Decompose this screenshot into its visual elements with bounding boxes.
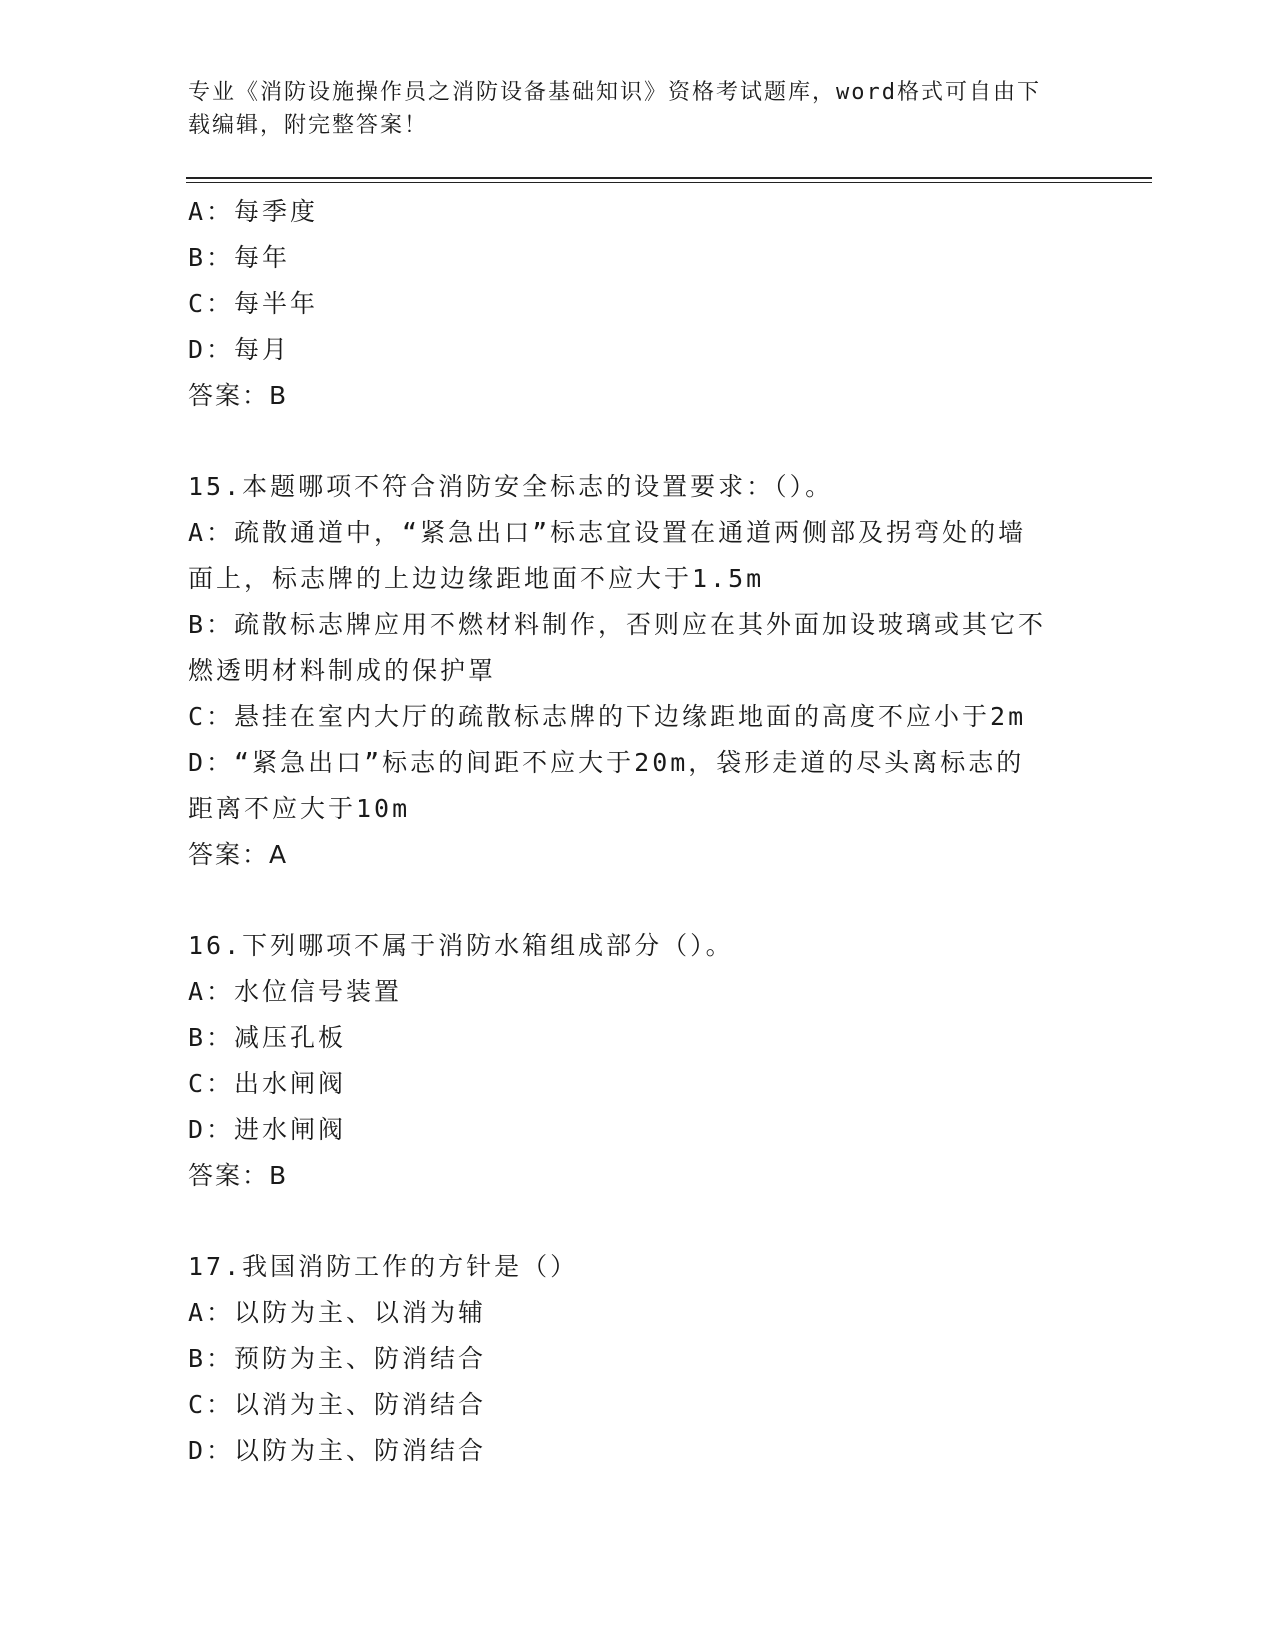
spacer — [188, 1199, 1088, 1244]
question-content — [188, 189, 1088, 1474]
header-rule-thick — [186, 177, 1152, 179]
option-d: D：“紧急出口”标志的间距不应大于20m，袋形走道的尽头离标志的 — [188, 748, 1025, 777]
option-b: B：减压孔板 — [188, 1023, 347, 1052]
question-stem: 16.下列哪项不属于消防水箱组成部分（）。 — [188, 931, 734, 960]
spacer — [188, 419, 1088, 464]
answer-line: 答案：B — [188, 1161, 289, 1190]
option-d: D：以防为主、防消结合 — [188, 1436, 487, 1465]
question-stem: 17.我国消防工作的方针是（） — [188, 1252, 579, 1281]
option-a: A：以防为主、以消为辅 — [188, 1298, 487, 1327]
option-a: A：每季度 — [188, 197, 319, 226]
option-c: C：出水闸阀 — [188, 1069, 347, 1098]
option-a: A：疏散通道中，“紧急出口”标志宜设置在通道两侧部及拐弯处的墙 — [188, 518, 1027, 547]
header-line-1: 专业《消防设施操作员之消防设备基础知识》资格考试题库，word格式可自由下 — [188, 80, 1041, 105]
option-b-continued: 燃透明材料制成的保护罩 — [188, 656, 497, 685]
header-rule-thin — [186, 182, 1152, 183]
option-d-continued: 距离不应大于10m — [188, 794, 411, 823]
spacer — [188, 878, 1088, 923]
option-b: B：每年 — [188, 243, 291, 272]
option-a: A：水位信号装置 — [188, 977, 403, 1006]
answer-line: 答案：B — [188, 381, 289, 410]
page-header — [188, 76, 1068, 142]
answer-line: 答案：A — [188, 840, 289, 869]
option-c: C：每半年 — [188, 289, 319, 318]
option-b: B：疏散标志牌应用不燃材料制作，否则应在其外面加设玻璃或其它不 — [188, 610, 1047, 639]
question-17-block — [188, 1244, 1088, 1474]
question-15-block — [188, 464, 1088, 878]
option-d: D：进水闸阀 — [188, 1115, 347, 1144]
option-a-continued: 面上，标志牌的上边边缘距地面不应大于1.5m — [188, 564, 765, 593]
question-16-block — [188, 923, 1088, 1199]
option-b: B：预防为主、防消结合 — [188, 1344, 487, 1373]
prev-question-block — [188, 189, 1088, 419]
option-c: C：悬挂在室内大厅的疏散标志牌的下边缘距地面的高度不应小于2m — [188, 702, 1027, 731]
option-d: D：每月 — [188, 335, 291, 364]
question-stem: 15.本题哪项不符合消防安全标志的设置要求：（）。 — [188, 472, 834, 501]
header-line-2: 载编辑，附完整答案！ — [188, 113, 429, 138]
option-c: C：以消为主、防消结合 — [188, 1390, 487, 1419]
